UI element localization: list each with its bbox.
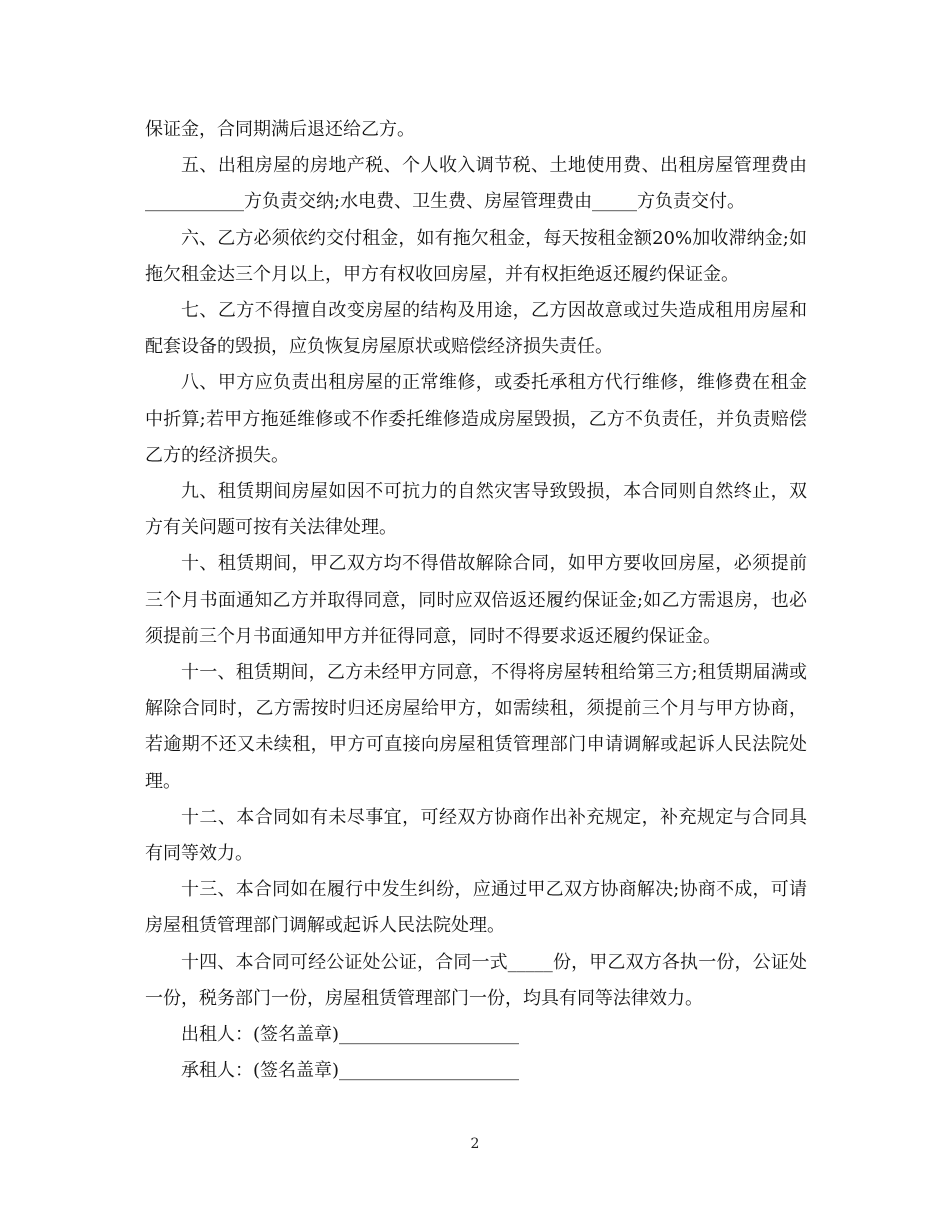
lessor-signature-line: 出租人：(签名盖章)____________________ bbox=[181, 1024, 520, 1046]
lessee-signature-line: 承租人：(签名盖章)____________________ bbox=[181, 1060, 520, 1082]
paragraph-clause-14: 十四、本合同可经公证处公证，合同一式_____份，甲乙双方各执一份，公证处一份，税务部门一份，房屋租赁管理部门一份，均具有同等法律效力。 bbox=[145, 951, 807, 1009]
paragraph-clause-12: 十二、本合同如有未尽事宜，可经双方协商作出补充规定，补充规定与合同具有同等效力。 bbox=[145, 806, 807, 865]
paragraph-clause-6: 六、乙方必须依约交付租金，如有拖欠租金，每天按租金额20%加收滞纳金;如拖欠租金达三个月以上，甲方有权收回房屋，并有权拒绝返还履约保证金。 bbox=[145, 227, 807, 285]
paragraph-clause-8: 八、甲方应负责出租房屋的正常维修，或委托承租方代行维修，维修费在租金中折算;若甲方拖延维修或不作委托维修造成房屋毁损，乙方不负责任，并负责赔偿乙方的经济损失。 bbox=[145, 372, 807, 466]
paragraph-clause-11: 十一、租赁期间，乙方未经甲方同意，不得将房屋转租给第三方;租赁期届满或解除合同时，乙方需按时归还房屋给甲方，如需续租，须提前三个月与甲方协商，若逾期不还又未续租，甲方可直接向房屋租赁管理部门申请调解或起诉人民法院处理。 bbox=[145, 662, 807, 792]
paragraph-clause-7: 七、乙方不得擅自改变房屋的结构及用途，乙方因故意或过失造成租用房屋和配套设备的毁损，应负恢复房屋原状或赔偿经济损失责任。 bbox=[145, 300, 807, 358]
paragraph-clause-13: 十三、本合同如在履行中发生纠纷，应通过甲乙双方协商解决;协商不成，可请房屋租赁管理部门调解或起诉人民法院处理。 bbox=[145, 879, 807, 937]
paragraph-clause-9: 九、租赁期间房屋如因不可抗力的自然灾害导致毁损，本合同则自然终止，双方有关问题可按有关法律处理。 bbox=[145, 481, 807, 539]
paragraph-clause-10: 十、租赁期间，甲乙双方均不得借故解除合同，如甲方要收回房屋，必须提前三个月书面通知乙方并取得同意，同时应双倍返还履约保证金;如乙方需退房，也必须提前三个月书面通知甲方并征得同意，同时不得要求返还履约保证金。 bbox=[145, 553, 807, 647]
paragraph-deposit-continued: 保证金，合同期满后退还给乙方。 bbox=[145, 119, 415, 140]
page-number: 2 bbox=[470, 1136, 480, 1152]
paragraph-clause-5: 五、出租房屋的房地产税、个人收入调节税、土地使用费、出租房屋管理费由___________方负责交纳;水电费、卫生费、房屋管理费由_____方负责交付。 bbox=[145, 155, 807, 213]
document-page bbox=[145, 112, 807, 1089]
